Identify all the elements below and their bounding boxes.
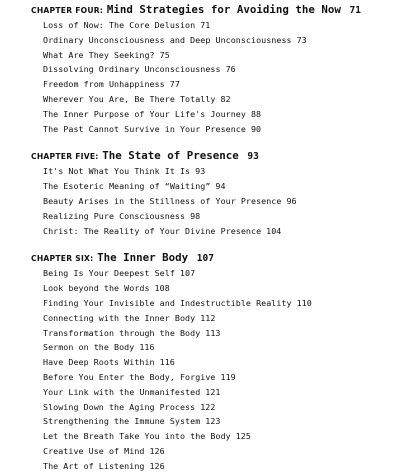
section-entry bbox=[43, 326, 391, 341]
section-entry bbox=[43, 62, 391, 77]
section-entry bbox=[43, 355, 391, 370]
section-title: Strengthening the Immune System bbox=[43, 416, 201, 427]
section-entry bbox=[43, 107, 391, 122]
section-entry bbox=[43, 340, 391, 355]
section-entry bbox=[43, 48, 391, 63]
chapter-spacer bbox=[31, 136, 391, 148]
section-entry bbox=[43, 370, 391, 385]
section-entry bbox=[43, 209, 391, 224]
chapter-six bbox=[31, 250, 391, 473]
chapter-label: CHAPTER FOUR: bbox=[31, 6, 104, 15]
section-title: Sermon on the Body bbox=[43, 342, 135, 353]
section-title: It's Not What You Think It Is bbox=[43, 166, 191, 177]
section-page-number: 93 bbox=[195, 166, 206, 177]
section-title: Before You Enter the Body, Forgive bbox=[43, 371, 216, 382]
section-page-number: 125 bbox=[235, 431, 251, 442]
section-entry bbox=[43, 92, 391, 107]
section-page-number: 107 bbox=[179, 268, 196, 279]
chapter-label: CHAPTER SIX: bbox=[31, 254, 94, 264]
section-entry bbox=[43, 122, 391, 137]
section-title: Dissolving Ordinary Unconsciousness bbox=[43, 64, 221, 75]
section-entry bbox=[43, 296, 391, 311]
section-entry bbox=[43, 385, 391, 400]
section-title: Connecting with the Inner Body bbox=[43, 312, 196, 323]
section-title: The Inner Purpose of Your Life's Journey bbox=[43, 108, 246, 119]
section-entry bbox=[43, 33, 391, 48]
section-title: Ordinary Unconsciousness and Deep Unconsciousness bbox=[43, 34, 292, 45]
section-page-number: 116 bbox=[139, 342, 155, 353]
section-entry bbox=[43, 444, 391, 459]
chapter-heading bbox=[31, 148, 391, 164]
section-entry bbox=[43, 281, 391, 296]
section-title: The Art of Listening bbox=[43, 460, 145, 471]
section-page-number: 126 bbox=[149, 445, 165, 456]
section-page-number: 119 bbox=[220, 371, 236, 382]
chapter-page-number: 107 bbox=[196, 253, 214, 265]
section-title: Transformation through the Body bbox=[43, 327, 201, 338]
section-entry bbox=[43, 224, 391, 239]
section-page-number: 90 bbox=[250, 123, 262, 134]
chapter-label: CHAPTER FIVE: bbox=[31, 152, 99, 162]
section-entry bbox=[43, 429, 391, 444]
section-page-number: 113 bbox=[205, 327, 221, 338]
section-title: Freedom from Unhappiness bbox=[43, 79, 165, 90]
section-title: Let the Breath Take You into the Body bbox=[43, 431, 231, 442]
section-page-number: 75 bbox=[159, 49, 170, 60]
section-entry bbox=[43, 400, 391, 415]
section-title: The Esoteric Meaning of “Waiting” bbox=[43, 181, 211, 192]
section-page-number: 71 bbox=[200, 20, 211, 30]
section-page-number: 77 bbox=[169, 79, 180, 90]
section-page-number: 76 bbox=[225, 64, 236, 75]
section-title: The Past Cannot Survive in Your Presence bbox=[43, 123, 246, 134]
chapter-page-number: 71 bbox=[349, 5, 361, 16]
section-page-number: 116 bbox=[159, 357, 175, 368]
section-page-number: 73 bbox=[296, 34, 307, 45]
section-entry bbox=[43, 266, 391, 281]
section-title: Creative Use of Mind bbox=[43, 445, 145, 456]
chapter-title: The Inner Body bbox=[97, 251, 189, 265]
section-page-number: 82 bbox=[220, 93, 231, 104]
section-list bbox=[31, 266, 391, 473]
section-entry bbox=[43, 179, 391, 194]
section-entry bbox=[43, 194, 391, 209]
section-page-number: 108 bbox=[154, 283, 170, 294]
section-entry bbox=[43, 311, 391, 326]
section-list bbox=[31, 18, 391, 136]
table-of-contents bbox=[31, 2, 391, 474]
chapter-heading bbox=[31, 250, 391, 266]
chapter-heading bbox=[31, 2, 391, 18]
section-entry bbox=[43, 77, 391, 92]
section-page-number: 122 bbox=[200, 401, 216, 412]
section-page-number: 110 bbox=[296, 297, 312, 308]
section-title: Wherever You Are, Be There Totally bbox=[43, 93, 216, 104]
section-title: Being Is Your Deepest Self bbox=[43, 268, 175, 279]
section-entry bbox=[43, 18, 391, 33]
section-page-number: 94 bbox=[215, 181, 226, 192]
section-title: What Are They Seeking? bbox=[43, 49, 155, 60]
section-title: Loss of Now: The Core Delusion bbox=[43, 20, 196, 30]
chapter-four bbox=[31, 2, 391, 136]
section-entry bbox=[43, 164, 391, 179]
chapter-five bbox=[31, 148, 391, 238]
section-page-number: 104 bbox=[266, 225, 282, 236]
section-list bbox=[31, 164, 391, 238]
section-page-number: 112 bbox=[200, 312, 216, 323]
chapter-page-number: 93 bbox=[247, 151, 259, 163]
section-title: Slowing Down the Aging Process bbox=[43, 401, 196, 412]
section-entry bbox=[43, 414, 391, 429]
chapter-spacer bbox=[31, 238, 391, 250]
section-page-number: 123 bbox=[205, 416, 221, 427]
section-title: Look beyond the Words bbox=[43, 283, 150, 294]
section-page-number: 126 bbox=[149, 460, 165, 471]
section-title: Christ: The Reality of Your Divine Presence bbox=[43, 225, 262, 236]
section-page-number: 88 bbox=[250, 108, 262, 119]
section-page-number: 121 bbox=[205, 386, 221, 397]
section-page-number: 98 bbox=[190, 210, 201, 221]
chapter-title: The State of Presence bbox=[102, 149, 239, 163]
section-title: Finding Your Invisible and Indestructible Reality bbox=[43, 297, 292, 308]
section-page-number: 96 bbox=[286, 195, 297, 206]
section-title: Your Link with the Unmanifested bbox=[43, 386, 201, 397]
chapter-title: Mind Strategies for Avoiding the Now bbox=[106, 3, 341, 16]
section-entry bbox=[43, 459, 391, 474]
section-title: Realizing Pure Consciousness bbox=[43, 210, 186, 221]
section-title: Beauty Arises in the Stillness of Your Presence bbox=[43, 195, 282, 206]
section-title: Have Deep Roots Within bbox=[43, 357, 155, 368]
